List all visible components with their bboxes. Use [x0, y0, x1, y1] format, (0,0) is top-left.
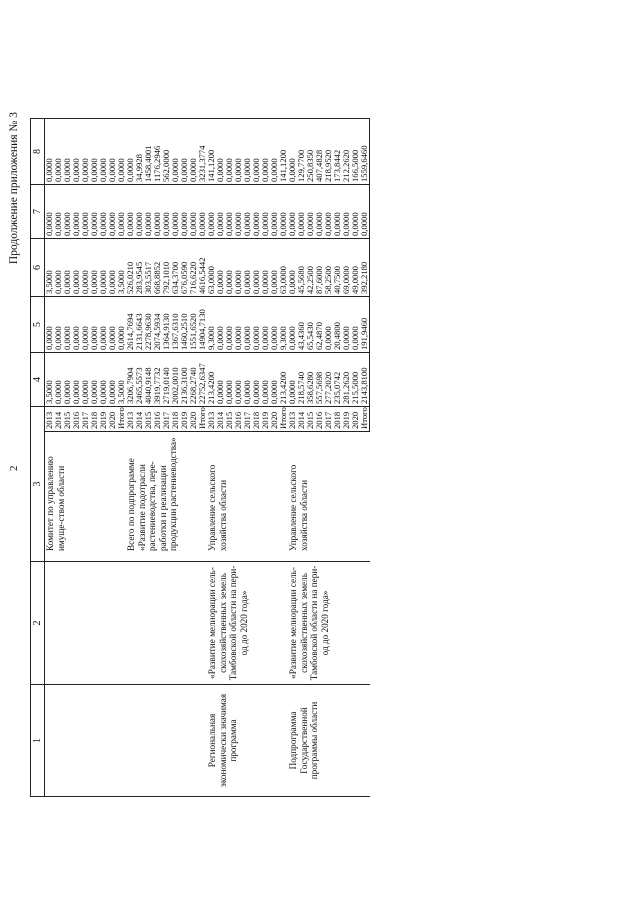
value-cell-c5: 1364,9130 — [162, 297, 171, 353]
value-cell-c5: 0,0000 — [117, 297, 126, 353]
value-cell-c4: 0,0000 — [99, 353, 108, 407]
value-cell-c4: 2136,3100 — [180, 353, 189, 407]
title-cell: «Развитие мелиорации сель-скохозяйственных земель Тамбовской области на пери-од до 2020 года» — [207, 562, 288, 685]
value-cell-c8: 141,1200 — [279, 119, 288, 185]
value-cell-c5: 0,0000 — [90, 297, 99, 353]
value-cell-c8: 1176,2946 — [153, 119, 162, 185]
value-cell-c5: 65,5430 — [306, 297, 315, 353]
value-cell-c4: 3,5000 — [45, 353, 55, 407]
executor-cell: Всего по подпрограмме «Развитие подотрасли растениеводства, пере-работки и реализации продукции растениеводства» — [126, 432, 207, 562]
year-cell: 2019 — [99, 407, 108, 432]
year-cell: 2014 — [54, 407, 63, 432]
value-cell-c8: 0,0000 — [171, 119, 180, 185]
value-cell-c4: 0,0000 — [234, 353, 243, 407]
value-cell-c5: 2278,9630 — [144, 297, 153, 353]
year-cell: 2013 — [207, 407, 216, 432]
value-cell-c6: 634,3700 — [171, 239, 180, 297]
value-cell-c8: 173,8442 — [333, 119, 342, 185]
year-cell: 2018 — [171, 407, 180, 432]
value-cell-c6: 0,0000 — [54, 239, 63, 297]
value-cell-c4: 277,2020 — [324, 353, 333, 407]
program-cell — [45, 685, 127, 797]
value-cell-c6: 45,5680 — [297, 239, 306, 297]
value-cell-c8: 0,0000 — [180, 119, 189, 185]
value-cell-c7: 0,0000 — [360, 185, 370, 239]
value-cell-c6: 716,6220 — [189, 239, 198, 297]
value-cell-c8: 0,0000 — [252, 119, 261, 185]
column-number: 8 — [31, 119, 45, 185]
year-cell: 2018 — [333, 407, 342, 432]
value-cell-c4: 218,5740 — [297, 353, 306, 407]
title-cell: «Развитие мелиорации сель-скохозяйственных земель Тамбовской области на пери-од до 2020 года» — [288, 562, 370, 685]
value-cell-c4: 557,5698 — [315, 353, 324, 407]
value-cell-c5: 0,0000 — [234, 297, 243, 353]
value-cell-c7: 0,0000 — [81, 185, 90, 239]
value-cell-c5: 0,0000 — [99, 297, 108, 353]
value-cell-c7: 0,0000 — [153, 185, 162, 239]
value-cell-c7: 0,0000 — [180, 185, 189, 239]
year-cell: 2017 — [162, 407, 171, 432]
year-cell: 2017 — [81, 407, 90, 432]
value-cell-c6: 0,0000 — [81, 239, 90, 297]
value-cell-c8: 0,0000 — [261, 119, 270, 185]
value-cell-c5: 0,0000 — [351, 297, 360, 353]
value-cell-c6: 4616,5442 — [198, 239, 207, 297]
value-cell-c5: 191,9460 — [360, 297, 370, 353]
value-cell-c6: 0,0000 — [90, 239, 99, 297]
value-cell-c7: 0,0000 — [252, 185, 261, 239]
year-cell: 2016 — [72, 407, 81, 432]
value-cell-c5: 0,0000 — [342, 297, 351, 353]
value-cell-c8: 0,0000 — [81, 119, 90, 185]
year-cell: 2019 — [342, 407, 351, 432]
value-cell-c6: 0,0000 — [225, 239, 234, 297]
program-cell: Региональная экономически значимая программа — [207, 685, 288, 797]
value-cell-c5: 1551,6520 — [189, 297, 198, 353]
value-cell-c4: 0,0000 — [81, 353, 90, 407]
year-cell: 2014 — [297, 407, 306, 432]
value-cell-c6: 63,0000 — [207, 239, 216, 297]
value-cell-c7: 0,0000 — [243, 185, 252, 239]
value-cell-c5: 0,0000 — [270, 297, 279, 353]
year-cell: 2013 — [126, 407, 135, 432]
appendix-caption: Продолжение приложения № 3 — [8, 112, 20, 265]
value-cell-c7: 0,0000 — [333, 185, 342, 239]
value-cell-c8: 0,0000 — [225, 119, 234, 185]
value-cell-c8: 218,9520 — [324, 119, 333, 185]
value-cell-c7: 0,0000 — [54, 185, 63, 239]
column-number: 5 — [31, 297, 45, 353]
value-cell-c4: 3206,7904 — [126, 353, 135, 407]
program-cell: Подпрограмма Государственной программы области — [288, 685, 370, 797]
year-cell: 2014 — [216, 407, 225, 432]
value-cell-c5: 14904,7130 — [198, 297, 207, 353]
value-cell-c8: 141,1200 — [207, 119, 216, 185]
value-cell-c7: 0,0000 — [171, 185, 180, 239]
value-cell-c4: 0,0000 — [243, 353, 252, 407]
value-cell-c8: 250,8350 — [306, 119, 315, 185]
value-cell-c4: 0,0000 — [90, 353, 99, 407]
value-cell-c8: 407,4828 — [315, 119, 324, 185]
value-cell-c7: 0,0000 — [99, 185, 108, 239]
value-cell-c8: 0,0000 — [99, 119, 108, 185]
value-cell-c7: 0,0000 — [108, 185, 117, 239]
value-cell-c4: 2002,0010 — [171, 353, 180, 407]
year-cell: 2018 — [90, 407, 99, 432]
value-cell-c7: 0,0000 — [207, 185, 216, 239]
value-cell-c6: 0,0000 — [261, 239, 270, 297]
value-cell-c5: 2614,7694 — [126, 297, 135, 353]
value-cell-c4: 213,4200 — [207, 353, 216, 407]
value-cell-c6: 0,0000 — [288, 239, 297, 297]
value-cell-c6: 69,0000 — [342, 239, 351, 297]
value-cell-c6: 58,2500 — [324, 239, 333, 297]
year-cell: 2015 — [144, 407, 153, 432]
year-cell: 2014 — [135, 407, 144, 432]
year-cell: 2017 — [324, 407, 333, 432]
year-cell: 2013 — [288, 407, 297, 432]
value-cell-c8: 0,0000 — [243, 119, 252, 185]
value-cell-c6: 3,5000 — [45, 239, 55, 297]
value-cell-c8: 0,0000 — [72, 119, 81, 185]
value-cell-c6: 303,5517 — [144, 239, 153, 297]
value-cell-c4: 281,2620 — [342, 353, 351, 407]
value-cell-c7: 0,0000 — [315, 185, 324, 239]
value-cell-c5: 9,3000 — [207, 297, 216, 353]
column-number: 4 — [31, 353, 45, 407]
value-cell-c5: 62,4870 — [315, 297, 324, 353]
year-cell: Итого — [117, 407, 126, 432]
value-cell-c7: 0,0000 — [189, 185, 198, 239]
year-cell: 2015 — [225, 407, 234, 432]
value-cell-c7: 0,0000 — [324, 185, 333, 239]
year-cell: 2020 — [270, 407, 279, 432]
value-cell-c4: 2143,8100 — [360, 353, 370, 407]
value-cell-c7: 0,0000 — [90, 185, 99, 239]
value-cell-c5: 9,3000 — [279, 297, 288, 353]
column-number: 7 — [31, 185, 45, 239]
value-cell-c7: 0,0000 — [261, 185, 270, 239]
value-cell-c5: 2131,6643 — [135, 297, 144, 353]
value-cell-c5: 0,0000 — [261, 297, 270, 353]
value-cell-c4: 2268,2740 — [189, 353, 198, 407]
value-cell-c6: 0,0000 — [99, 239, 108, 297]
value-cell-c7: 0,0000 — [144, 185, 153, 239]
value-cell-c5: 0,0000 — [63, 297, 72, 353]
year-cell: 2016 — [315, 407, 324, 432]
value-cell-c8: 0,0000 — [45, 119, 55, 185]
value-cell-c8: 0,0000 — [54, 119, 63, 185]
value-cell-c7: 0,0000 — [135, 185, 144, 239]
value-cell-c7: 0,0000 — [126, 185, 135, 239]
value-cell-c5: 1460,2510 — [180, 297, 189, 353]
value-cell-c6: 676,0590 — [180, 239, 189, 297]
value-cell-c4: 215,5000 — [351, 353, 360, 407]
value-cell-c5: 0,0000 — [54, 297, 63, 353]
value-cell-c8: 562,0000 — [162, 119, 171, 185]
year-cell: 2020 — [108, 407, 117, 432]
value-cell-c7: 0,0000 — [342, 185, 351, 239]
value-cell-c8: 0,0000 — [90, 119, 99, 185]
funding-table — [30, 118, 370, 797]
year-cell: 2018 — [252, 407, 261, 432]
value-cell-c7: 0,0000 — [234, 185, 243, 239]
value-cell-c4: 0,0000 — [108, 353, 117, 407]
value-cell-c7: 0,0000 — [279, 185, 288, 239]
value-cell-c4: 0,0000 — [63, 353, 72, 407]
value-cell-c7: 0,0000 — [63, 185, 72, 239]
value-cell-c8: 212,2620 — [342, 119, 351, 185]
value-cell-c5: 0,0000 — [72, 297, 81, 353]
value-cell-c6: 0,0000 — [72, 239, 81, 297]
value-cell-c4: 22752,6347 — [198, 353, 207, 407]
value-cell-c5: 0,0000 — [225, 297, 234, 353]
value-cell-c4: 358,6280 — [306, 353, 315, 407]
value-cell-c4: 0,0000 — [270, 353, 279, 407]
year-cell: 2015 — [63, 407, 72, 432]
value-cell-c7: 0,0000 — [198, 185, 207, 239]
value-cell-c8: 0,0000 — [63, 119, 72, 185]
executor-cell: Управление сельского хозяйства области — [288, 432, 370, 562]
year-cell: 2016 — [234, 407, 243, 432]
value-cell-c6: 40,7500 — [333, 239, 342, 297]
column-number: 2 — [31, 562, 45, 685]
value-cell-c8: 129,7700 — [297, 119, 306, 185]
value-cell-c6: 0,0000 — [216, 239, 225, 297]
value-cell-c4: 0,0000 — [54, 353, 63, 407]
value-cell-c5: 0,0000 — [324, 297, 333, 353]
value-cell-c7: 0,0000 — [288, 185, 297, 239]
value-cell-c5: 0,0000 — [81, 297, 90, 353]
value-cell-c7: 0,0000 — [216, 185, 225, 239]
value-cell-c7: 0,0000 — [117, 185, 126, 239]
value-cell-c4: 3,5000 — [117, 353, 126, 407]
value-cell-c5: 0,0000 — [243, 297, 252, 353]
value-cell-c7: 0,0000 — [72, 185, 81, 239]
year-cell: Итого — [279, 407, 288, 432]
value-cell-c8: 0,0000 — [117, 119, 126, 185]
value-cell-c5: 0,0000 — [288, 297, 297, 353]
value-cell-c6: 87,6000 — [315, 239, 324, 297]
value-cell-c7: 0,0000 — [306, 185, 315, 239]
value-cell-c6: 668,8852 — [153, 239, 162, 297]
year-cell: 2013 — [45, 407, 55, 432]
value-cell-c8: 0,0000 — [216, 119, 225, 185]
value-cell-c7: 0,0000 — [225, 185, 234, 239]
column-number: 1 — [31, 685, 45, 797]
value-cell-c4: 2465,5573 — [135, 353, 144, 407]
value-cell-c4: 213,4200 — [279, 353, 288, 407]
value-cell-c8: 3231,3774 — [198, 119, 207, 185]
value-cell-c6: 49,0000 — [351, 239, 360, 297]
value-cell-c6: 63,0000 — [279, 239, 288, 297]
executor-cell: Комитет по управлению имуще-ством области — [45, 432, 127, 562]
value-cell-c7: 0,0000 — [162, 185, 171, 239]
value-cell-c5: 0,0000 — [45, 297, 55, 353]
column-number-row — [31, 119, 45, 797]
value-cell-c6: 0,0000 — [234, 239, 243, 297]
value-cell-c5: 0,0000 — [216, 297, 225, 353]
value-cell-c5: 2074,5934 — [153, 297, 162, 353]
page-number: 2 — [8, 465, 20, 471]
year-cell: 2019 — [180, 407, 189, 432]
title-cell — [45, 562, 127, 685]
title-cell — [126, 562, 207, 685]
value-cell-c8: 0,0000 — [126, 119, 135, 185]
value-cell-c7: 0,0000 — [270, 185, 279, 239]
value-cell-c4: 2719,0140 — [162, 353, 171, 407]
value-cell-c6: 0,0000 — [270, 239, 279, 297]
value-cell-c4: 0,0000 — [252, 353, 261, 407]
value-cell-c8: 0,0000 — [189, 119, 198, 185]
year-cell: 2016 — [153, 407, 162, 432]
value-cell-c6: 0,0000 — [63, 239, 72, 297]
value-cell-c4: 4040,9148 — [144, 353, 153, 407]
value-cell-c6: 283,9545 — [135, 239, 144, 297]
value-cell-c5: 0,0000 — [252, 297, 261, 353]
value-cell-c8: 0,0000 — [234, 119, 243, 185]
value-cell-c7: 0,0000 — [45, 185, 55, 239]
value-cell-c4: 0,0000 — [72, 353, 81, 407]
value-cell-c5: 43,4360 — [297, 297, 306, 353]
value-cell-c8: 1559,6460 — [360, 119, 370, 185]
value-cell-c8: 166,5000 — [351, 119, 360, 185]
year-cell: Итого — [360, 407, 370, 432]
value-cell-c6: 42,2500 — [306, 239, 315, 297]
column-number: 3 — [31, 407, 45, 562]
value-cell-c8: 0,0000 — [108, 119, 117, 185]
value-cell-c4: 0,0000 — [216, 353, 225, 407]
value-cell-c4: 235,0742 — [333, 353, 342, 407]
value-cell-c6: 0,0000 — [108, 239, 117, 297]
value-cell-c6: 0,0000 — [243, 239, 252, 297]
value-cell-c8: 0,0000 — [288, 119, 297, 185]
program-cell — [126, 685, 207, 797]
value-cell-c8: 1458,4001 — [144, 119, 153, 185]
year-cell: 2020 — [351, 407, 360, 432]
value-cell-c4: 0,0000 — [261, 353, 270, 407]
value-cell-c4: 0,0000 — [225, 353, 234, 407]
value-cell-c6: 526,0210 — [126, 239, 135, 297]
value-cell-c6: 792,1010 — [162, 239, 171, 297]
value-cell-c6: 3,5000 — [117, 239, 126, 297]
value-cell-c5: 0,0000 — [108, 297, 117, 353]
value-cell-c6: 0,0000 — [252, 239, 261, 297]
value-cell-c7: 0,0000 — [297, 185, 306, 239]
year-cell: Итого — [198, 407, 207, 432]
value-cell-c7: 0,0000 — [351, 185, 360, 239]
year-cell: 2017 — [243, 407, 252, 432]
value-cell-c5: 1367,6310 — [171, 297, 180, 353]
value-cell-c6: 392,2180 — [360, 239, 370, 297]
year-cell: 2015 — [306, 407, 315, 432]
value-cell-c8: 34,9928 — [135, 119, 144, 185]
value-cell-c5: 20,4800 — [333, 297, 342, 353]
column-number: 6 — [31, 239, 45, 297]
value-cell-c4: 0,0000 — [288, 353, 297, 407]
year-cell: 2020 — [189, 407, 198, 432]
value-cell-c8: 0,0000 — [270, 119, 279, 185]
value-cell-c4: 3919,7732 — [153, 353, 162, 407]
year-cell: 2019 — [261, 407, 270, 432]
executor-cell: Управление сельского хозяйства области — [207, 432, 288, 562]
